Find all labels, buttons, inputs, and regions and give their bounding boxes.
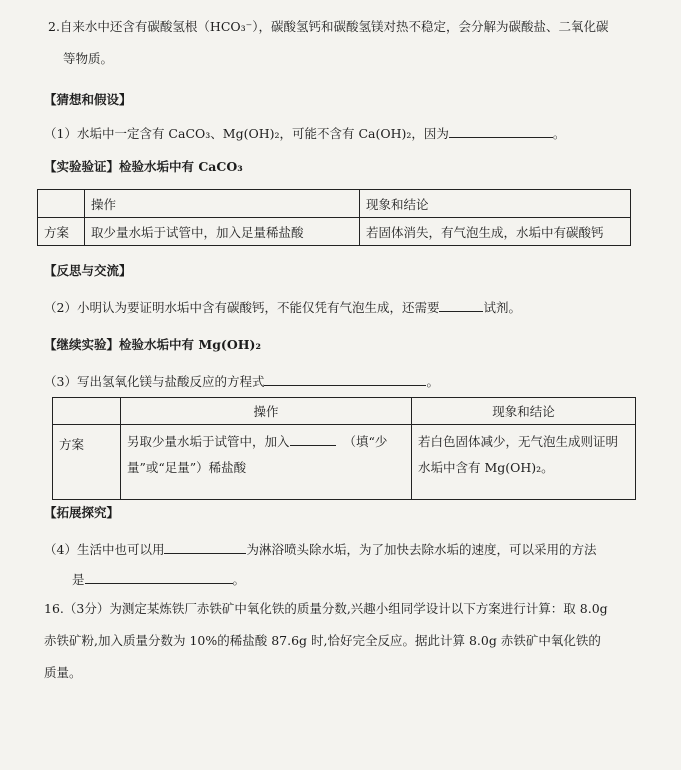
exp2-op-hint: （填“少 xyxy=(343,434,388,449)
exp2-col-result: 现象和结论 xyxy=(412,398,636,425)
question-3 xyxy=(44,372,439,391)
intro-line-1: 2.自来水中还含有碳酸氢根（HCO₃⁻），碳酸氢钙和碳酸氢镁对热不稳定，会分解为碳酸盐、二氧化碳 xyxy=(48,19,609,34)
exp2-result-line-1: 若白色固体减少，无气泡生成则证明 xyxy=(418,434,619,449)
question-3-end: 。 xyxy=(426,374,439,389)
question-4-line-2 xyxy=(72,570,245,589)
question-2 xyxy=(44,298,521,317)
question-4-answer-blank-2[interactable] xyxy=(85,570,233,584)
question-4-line-2-text: 是 xyxy=(72,572,85,587)
exp2-op-line-2: 量”或“足量”）稀盐酸 xyxy=(127,460,247,475)
exp2-heading: 【继续实验】检验水垢中有 Mg(OH)₂ xyxy=(44,337,261,352)
exp1-col-op: 操作 xyxy=(85,190,360,218)
question-4-text: （4）生活中也可以用 xyxy=(44,542,165,557)
question-1-answer-blank[interactable] xyxy=(449,124,553,138)
exp1-result: 若固体消失，有气泡生成，水垢中有碳酸钙 xyxy=(360,218,631,246)
question-16-line-2: 赤铁矿粉,加入质量分数为 10%的稀盐酸 87.6g 时,恰好完全反应。据此计算 8.0g 赤铁矿中氧化铁的 xyxy=(44,633,601,648)
question-4-end: 。 xyxy=(232,572,246,587)
question-3-text: （3）写出氢氧化镁与盐酸反应的方程式 xyxy=(44,374,265,389)
exp1-heading: 【实验验证】检验水垢中有 CaCO₃ xyxy=(44,159,243,174)
question-4-text-2: 为淋浴喷头除水垢，为了加快去除水垢的速度，可以采用的方法 xyxy=(246,542,597,557)
exp1-row-label: 方案 xyxy=(38,218,85,246)
question-1-text: （1）水垢中一定含有 CaCO₃、Mg(OH)₂，可能不含有 Ca(OH)₂，因为 xyxy=(44,126,449,141)
question-2-text: （2）小明认为要证明水垢中含有碳酸钙，不能仅凭有气泡生成，还需要 xyxy=(44,300,440,315)
exp2-col-op: 操作 xyxy=(121,398,412,425)
intro-line-2: 等物质。 xyxy=(63,51,114,66)
exp2-op xyxy=(121,425,412,500)
exp2-table-corner xyxy=(53,398,121,425)
extension-heading: 【拓展探究】 xyxy=(44,505,120,520)
exp1-table xyxy=(37,189,631,246)
exp1-col-result: 现象和结论 xyxy=(360,190,631,218)
exp2-op-line-1 xyxy=(127,429,405,455)
question-2-end: 试剂。 xyxy=(483,300,521,315)
question-1 xyxy=(44,124,565,143)
exp1-op: 取少量水垢于试管中，加入足量稀盐酸 xyxy=(85,218,360,246)
question-1-end: 。 xyxy=(552,126,566,141)
exp2-row-label: 方案 xyxy=(53,425,121,500)
question-16-line-1: 16.（3分）为测定某炼铁厂赤铁矿中氧化铁的质量分数,兴趣小组同学设计以下方案进行计算：取 8.0g xyxy=(44,601,608,616)
reflection-heading: 【反思与交流】 xyxy=(44,263,132,278)
exp2-result xyxy=(412,425,636,500)
question-4 xyxy=(44,540,596,559)
question-2-answer-blank[interactable] xyxy=(439,298,483,312)
exp2-op-text: 另取少量水垢于试管中，加入 xyxy=(127,434,290,449)
exp2-table xyxy=(52,397,636,500)
hypothesis-heading: 【猜想和假设】 xyxy=(44,92,132,107)
question-16-line-3: 质量。 xyxy=(44,665,82,680)
exp1-table-corner xyxy=(38,190,85,218)
question-4-answer-blank-1[interactable] xyxy=(164,540,246,554)
exp2-op-answer-blank[interactable] xyxy=(290,432,336,446)
exp2-result-line-2: 水垢中含有 Mg(OH)₂。 xyxy=(418,460,554,475)
question-3-answer-blank[interactable] xyxy=(264,372,426,386)
